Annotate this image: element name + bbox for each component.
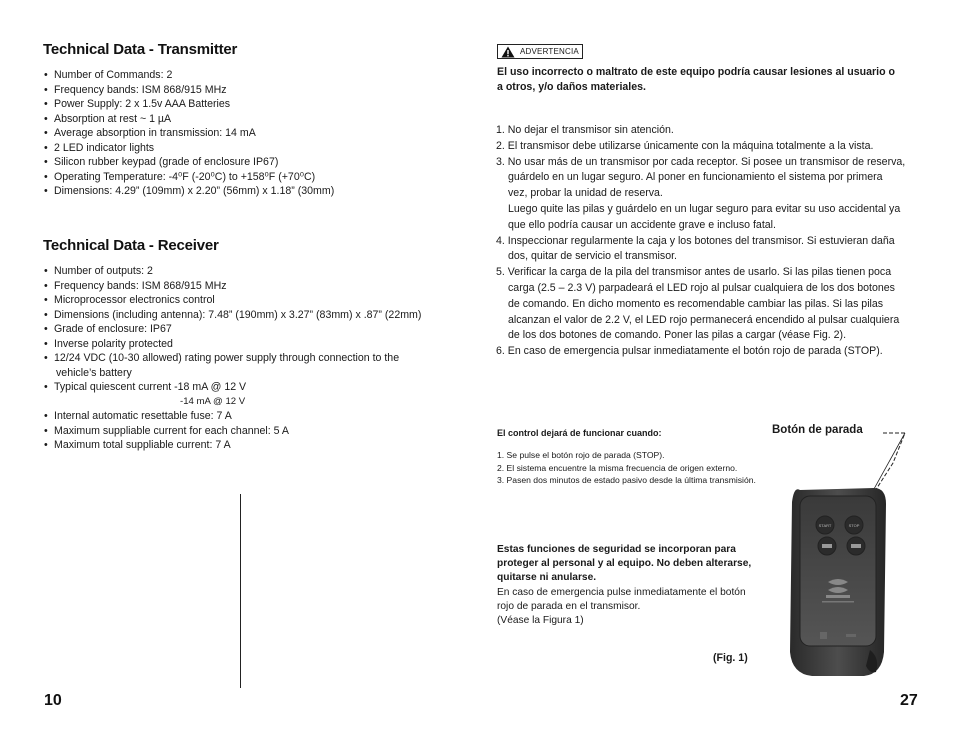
safety-bold-line-3: quitarse ni anularse. — [497, 572, 597, 584]
safety-line-1: En caso de emergencia pulse inmediatamente el botón — [497, 586, 746, 598]
list-item — [44, 351, 444, 380]
warning-icon — [501, 46, 515, 58]
supply-line-2: vehicle’s battery — [56, 366, 132, 379]
list-item: 1. Se pulse el botón rojo de parada (STOP). — [497, 450, 665, 460]
transmitter-spec-list — [44, 68, 424, 199]
item-3-line-2: guárdelo en un lugar seguro. Al poner en funcionamiento el sistema por primera — [508, 171, 883, 184]
list-item: 1. No dejar el transmisor sin atención. — [496, 124, 674, 136]
transmitter-heading: Technical Data - Transmitter — [43, 41, 238, 58]
receiver-spec-list — [44, 264, 444, 453]
page-number-left: 10 — [44, 692, 62, 709]
item-3-line-5: que ello podría causar un accidente grave e incluso fatal. — [508, 218, 776, 231]
supply-line-1: • 12/24 VDC (10-30 allowed) rating power supply through connection to the — [54, 352, 400, 364]
current-line-1: • Typical quiescent current -18 mA @ 12 V — [54, 381, 247, 393]
list-item: 6. En caso de emergencia pulsar inmediatamente el botón rojo de parada (STOP). — [496, 345, 883, 358]
warning-text — [497, 65, 927, 94]
current-line-2: -14 mA @ 12 V — [180, 395, 246, 407]
list-item: • Number of Commands: 2 — [44, 68, 424, 83]
safety-bold-line-1: Estas funciones de seguridad se incorporan para — [497, 544, 736, 555]
list-item: • Inverse polarity protected — [44, 337, 444, 352]
item-3-line-4: Luego quite las pilas y guárdelo en un lugar seguro para evitar su uso accidental ya — [508, 202, 901, 215]
list-item: • Internal automatic resettable fuse: 7 A — [44, 409, 444, 424]
list-item — [496, 155, 936, 234]
safety-note — [497, 543, 787, 628]
list-item: • Microprocessor electronics control — [44, 293, 444, 308]
list-item: • Power Supply: 2 x 1.5v AAA Batteries — [44, 97, 424, 112]
list-item: • Frequency bands: ISM 868/915 MHz — [44, 83, 424, 98]
list-item: • Dimensions (including antenna): 7.48” (190mm) x 3.27” (83mm) x .87” (22mm) — [44, 308, 444, 323]
warning-label: ADVERTENCIA — [520, 47, 579, 56]
list-item — [496, 265, 936, 344]
list-item: • Maximum total suppliable current: 7 A — [44, 438, 444, 453]
item-5-line-1: 5. Verificar la carga de la pila del transmisor antes de usarlo. Si las pilas tienen poca — [496, 266, 892, 279]
item-4-line-1: 4. Inspeccionar regularmente la caja y los botones del transmisor. Si estuvieran daña — [496, 234, 895, 247]
stop-conditions-list — [497, 449, 797, 487]
remote-transmitter-image — [786, 482, 890, 682]
list-item — [44, 380, 444, 409]
instructions-list — [496, 123, 936, 360]
list-item: • Absorption at rest ~ 1 µA — [44, 112, 424, 127]
page-number-right: 27 — [900, 692, 918, 709]
list-item: • Silicon rubber keypad (grade of enclosure IP67) — [44, 155, 424, 170]
list-item: • Grade of enclosure: IP67 — [44, 322, 444, 337]
item-3-line-3: vez, probar la unidad de reserva. — [508, 187, 663, 200]
stop-button-callout-label: Botón de parada — [772, 424, 863, 436]
column-divider — [240, 494, 241, 688]
list-item — [496, 234, 936, 266]
item-4-line-2: dos, quitar de servicio el transmisor. — [508, 250, 677, 263]
list-item: • Operating Temperature: -4⁰F (-20⁰C) to +158⁰F (+70⁰C) — [44, 170, 424, 185]
safety-line-2: rojo de parada en el transmisor. — [497, 600, 641, 612]
safety-bold-line-2: proteger al personal y al equipo. No deben alterarse, — [497, 558, 752, 570]
safety-line-3: (Véase la Figura 1) — [497, 615, 584, 627]
item-5-line-3: de comando. En dicho momento es recomendable cambiar las pilas. Si las pilas — [508, 297, 884, 310]
list-item: • Number of outputs: 2 — [44, 264, 444, 279]
list-item: • 2 LED indicator lights — [44, 141, 424, 156]
warning-line-2: a otros, y/o daños materiales. — [497, 80, 646, 93]
stop-button-label: STOP — [848, 523, 860, 528]
list-item: • Average absorption in transmission: 14 mA — [44, 126, 424, 141]
warning-badge — [497, 44, 583, 59]
list-item: • Frequency bands: ISM 868/915 MHz — [44, 279, 444, 294]
item-5-line-4: alcanzan el valor de 2.2 V, el LED rojo permanecerá encendido al pulsar cualquiera — [508, 313, 900, 326]
stop-conditions-heading: El control dejará de funcionar cuando: — [497, 428, 662, 438]
start-button-label: START — [818, 523, 832, 528]
remote-illustration — [786, 482, 890, 682]
item-3-line-1: 3. No usar más de un transmisor por cada receptor. Si posee un transmisor de reserva, — [496, 155, 906, 168]
list-item: 2. El transmisor debe utilizarse únicamente con la máquina totalmente a la vista. — [496, 139, 874, 152]
warning-line-1: El uso incorrecto o maltrato de este equipo podría causar lesiones al usuario o — [497, 66, 895, 78]
list-item: 2. El sistema encuentre la misma frecuencia de origen externo. — [497, 462, 738, 473]
item-5-line-2: carga (2.5 – 2.3 V) parpadeará el LED rojo al pulsar cualquiera de los dos botones — [508, 281, 895, 294]
item-5-line-5: de los dos botones de comando. Poner las pilas a cargar (véase Fig. 2). — [508, 329, 847, 342]
list-item: • Dimensions: 4.29” (109mm) x 2.20” (56mm) x 1.18” (30mm) — [44, 184, 424, 199]
receiver-heading: Technical Data - Receiver — [43, 237, 219, 254]
figure-caption: (Fig. 1) — [713, 652, 748, 664]
list-item: 3. Pasen dos minutos de estado pasivo desde la última transmisión. — [497, 475, 756, 485]
list-item: • Maximum suppliable current for each channel: 5 A — [44, 424, 444, 439]
